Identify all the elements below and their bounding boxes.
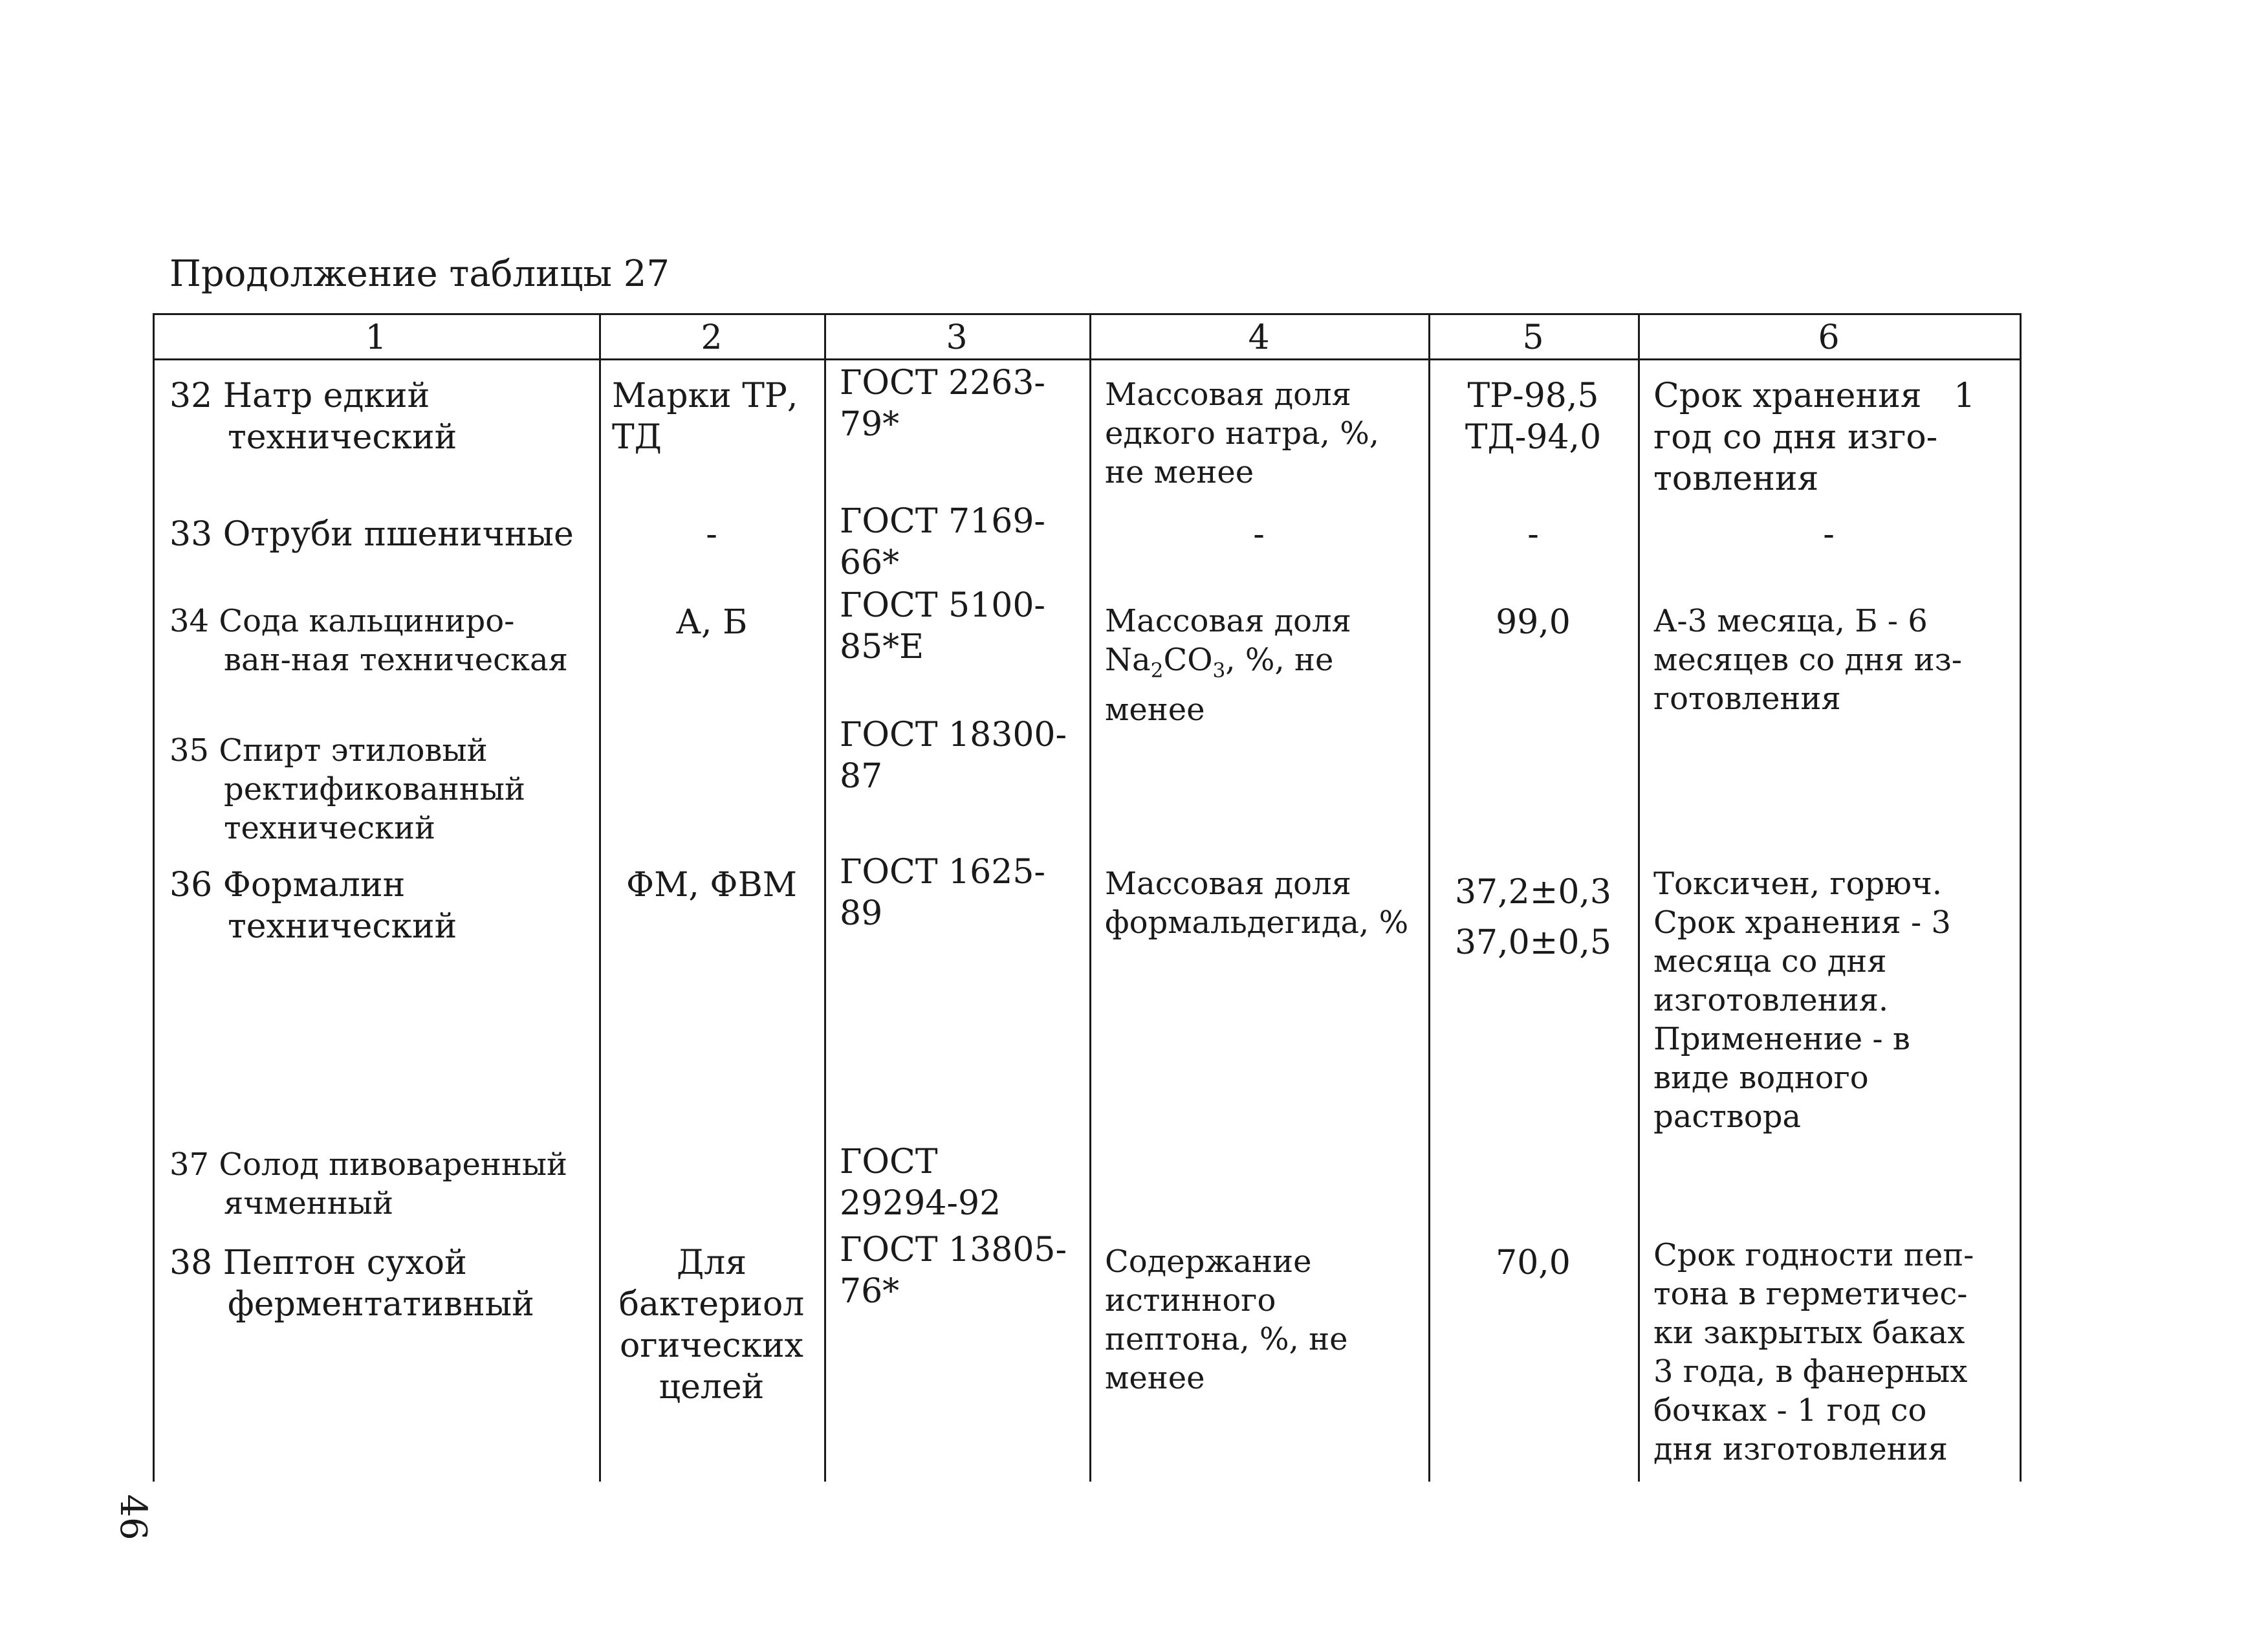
indicator-line: пептона, %, не	[1105, 1321, 1348, 1357]
data-table	[153, 313, 2022, 1482]
row-number: 34	[169, 603, 210, 639]
table-row-32-standard	[840, 362, 1085, 445]
value-line: ТР-98,5	[1467, 377, 1599, 415]
note-line: ки закрытых баках	[1653, 1315, 1965, 1351]
table-row-32-grade	[612, 375, 822, 458]
note-line: 3 года, в фанерных	[1653, 1354, 1968, 1390]
grade-line: Марки ТР,	[612, 377, 798, 415]
row-name: Спирт этиловый	[219, 732, 488, 769]
col-border	[1638, 313, 1640, 1482]
row-number: 36	[169, 866, 213, 904]
row-number: 37	[169, 1146, 210, 1183]
standard-line: ГОСТ	[840, 1143, 938, 1181]
grade-line: бактериол	[618, 1285, 805, 1324]
row-name: Пептон сухой	[223, 1244, 467, 1282]
note-line: Применение - в	[1653, 1021, 1910, 1057]
col-border	[153, 313, 155, 1482]
table-row-35-standard	[840, 714, 1085, 797]
value-line: ТД-94,0	[1465, 418, 1602, 457]
note-line: дня изготовления	[1653, 1431, 1948, 1467]
col-border	[824, 313, 826, 1482]
indicator-line: Массовая доля	[1105, 603, 1351, 639]
table-row-33-standard	[840, 501, 1085, 584]
note-line: бочках - 1 год со	[1653, 1392, 1927, 1429]
standard-line: ГОСТ 13805-	[840, 1231, 1067, 1269]
standard-line: ГОСТ 7169-	[840, 502, 1045, 541]
table-row-32-name	[169, 375, 596, 458]
header-col-6: 6	[1818, 318, 1840, 357]
table-row-32-value	[1428, 375, 1638, 458]
row-name: Сода кальциниро-	[219, 603, 515, 639]
table-row-35-name	[169, 731, 596, 848]
col-border	[2020, 313, 2022, 1482]
table-row-34-standard	[840, 585, 1085, 668]
table-row-36-indicator	[1105, 864, 1425, 942]
table-row-33-note: -	[1823, 515, 1835, 554]
header-col-1: 1	[365, 318, 387, 357]
note-line: Срок годности пеп-	[1653, 1237, 1974, 1273]
header-col-3: 3	[946, 318, 968, 357]
note-line: изготовления.	[1653, 982, 1889, 1018]
row-name-cont: технический	[224, 810, 436, 846]
row-name-cont: ферментативный	[228, 1285, 534, 1324]
row-number: 35	[169, 732, 210, 769]
page-number: 46	[112, 1494, 154, 1540]
table-row-38-name	[169, 1242, 596, 1325]
formula-na2co3: $Na_2CO_3$, %, не	[1105, 642, 1334, 683]
table-caption: Продолжение таблицы 27	[169, 253, 670, 295]
table-row-33-indicator: -	[1253, 515, 1265, 554]
table-row-34-indicator	[1105, 602, 1425, 729]
value-line: 37,0±0,5	[1454, 923, 1612, 962]
row-name: Отруби пшеничные	[223, 515, 574, 554]
indicator-line: истинного	[1105, 1282, 1276, 1319]
standard-line: 76*	[840, 1272, 900, 1311]
row-name-cont: технический	[228, 907, 457, 946]
table-row-38-note	[1653, 1236, 2016, 1469]
standard-line: ГОСТ 2263-	[840, 364, 1045, 402]
table-row-36-standard	[840, 851, 1085, 934]
indicator-line: Содержание	[1105, 1244, 1312, 1280]
table-row-38-value: 70,0	[1496, 1244, 1571, 1282]
standard-line: 89	[840, 894, 883, 933]
standard-line: 29294-92	[840, 1184, 1001, 1223]
row-name-cont: технический	[228, 418, 457, 457]
grade-line: огических	[620, 1326, 803, 1365]
standard-line: 66*	[840, 543, 900, 582]
indicator-line: едкого натра, %,	[1105, 415, 1380, 452]
table-row-37-standard	[840, 1141, 1085, 1224]
table-row-34-note	[1653, 602, 2016, 718]
note-line: раствора	[1653, 1099, 1802, 1135]
row-number: 32	[169, 377, 213, 415]
header-col-4: 4	[1248, 318, 1270, 357]
indicator-line: Массовая доля	[1105, 866, 1351, 902]
note-line: месяцев со дня из-	[1653, 642, 1962, 678]
note-line: Срок хранения - 3	[1653, 904, 1951, 941]
note-line: Срок хранения 1	[1653, 377, 1976, 415]
table-row-36-name	[169, 864, 596, 947]
table-row-36-value	[1428, 867, 1638, 968]
standard-line: ГОСТ 18300-	[840, 716, 1067, 754]
row-number: 33	[169, 515, 213, 554]
grade-line: целей	[659, 1368, 765, 1407]
header-col-5: 5	[1522, 318, 1544, 357]
note-line: А-3 месяца, Б - 6	[1653, 603, 1928, 639]
row-name: Натр едкий	[223, 377, 430, 415]
note-line: год со дня изго-	[1653, 418, 1938, 457]
row-name: Солод пивоваренный	[219, 1146, 568, 1183]
indicator-line: менее	[1105, 1360, 1205, 1396]
table-row-36-grade: ФМ, ФВМ	[626, 866, 798, 904]
note-line: тона в герметичес-	[1653, 1276, 1968, 1312]
table-row-33-name	[169, 514, 596, 555]
row-name-cont: ван-ная техническая	[224, 642, 568, 678]
row-name-cont: ячменный	[224, 1185, 393, 1222]
table-row-34-grade: А, Б	[675, 603, 748, 642]
note-line: месяца со дня	[1653, 943, 1887, 980]
indicator-line: не менее	[1105, 454, 1254, 490]
value-line: 37,2±0,3	[1454, 873, 1612, 912]
table-row-38-grade	[599, 1242, 824, 1408]
table-row-32-indicator	[1105, 375, 1425, 492]
table-row-33-value: -	[1527, 515, 1539, 554]
table-row-38-standard	[840, 1229, 1085, 1312]
table-row-34-name	[169, 602, 596, 679]
standard-line: ГОСТ 1625-	[840, 853, 1045, 892]
grade-line: ТД	[612, 418, 662, 457]
indicator-line: менее	[1105, 691, 1205, 728]
table-row-36-note	[1653, 864, 2016, 1136]
grade-line: Для	[676, 1244, 747, 1282]
row-name-cont: ректификованный	[224, 771, 525, 807]
standard-line: 79*	[840, 405, 900, 444]
table-row-38-indicator	[1105, 1242, 1425, 1397]
col-border	[1089, 313, 1091, 1482]
indicator-line: Массовая доля	[1105, 377, 1351, 413]
table-row-33-grade: -	[706, 515, 717, 554]
note-line: виде водного	[1653, 1060, 1869, 1096]
table-row-37-name	[169, 1145, 596, 1223]
table-row-34-value: 99,0	[1496, 603, 1571, 642]
table-row-32-note	[1653, 375, 2016, 499]
row-number: 38	[169, 1244, 213, 1282]
note-line: готовления	[1653, 681, 1841, 717]
note-line: товления	[1653, 459, 1819, 498]
header-col-2: 2	[701, 318, 723, 357]
standard-line: 85*Е	[840, 628, 924, 666]
standard-line: 87	[840, 757, 883, 796]
row-name: Формалин	[223, 866, 406, 904]
indicator-line: формальдегида, %	[1105, 904, 1409, 941]
note-line: Токсичен, горюч.	[1653, 866, 1942, 902]
standard-line: ГОСТ 5100-	[840, 586, 1045, 625]
